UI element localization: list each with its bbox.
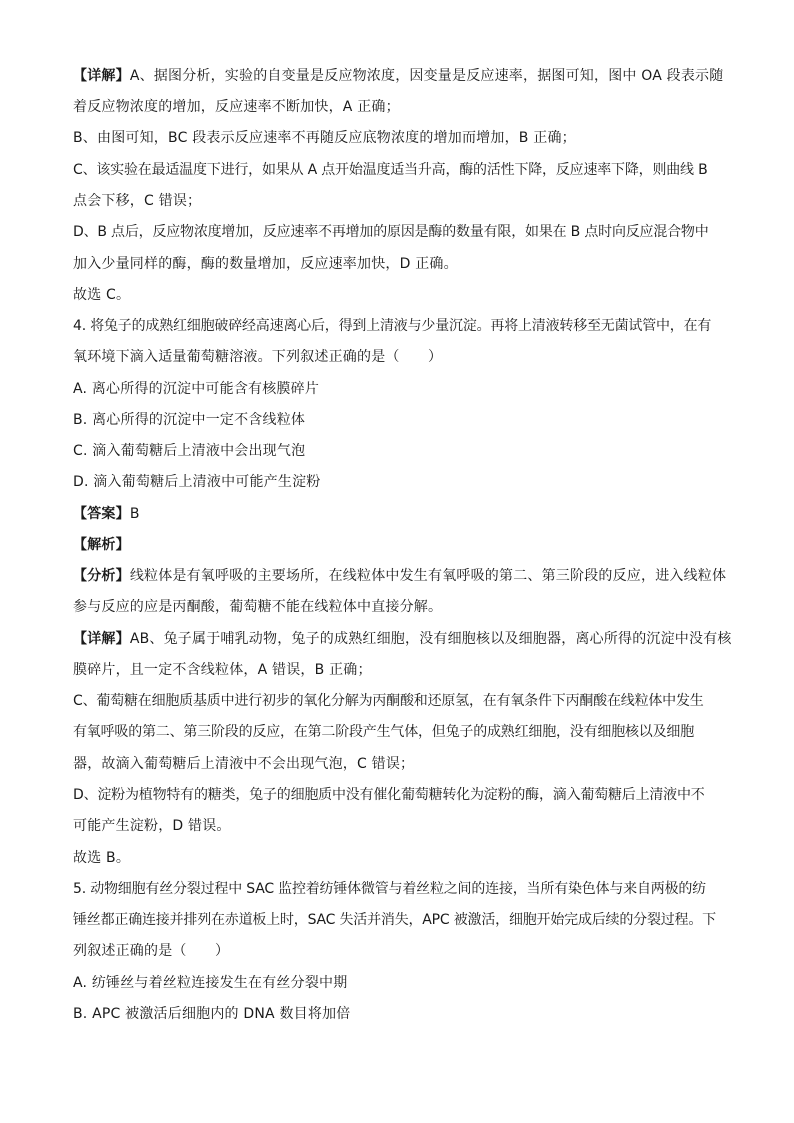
question-4-option-d: D. 滴入葡萄糖后上清液中可能产生淀粉 <box>73 474 321 490</box>
question-5-option-a: A. 纺锤丝与着丝粒连接发生在有丝分裂中期 <box>73 975 348 991</box>
text-line: D、淀粉为植物特有的糖类，兔子的细胞质中没有催化葡萄糖转化为淀粉的酶，滴入葡萄糖后上清液中不 <box>73 787 705 803</box>
question-4-stem: 4. 将兔子的成熟红细胞破碎经高速离心后，得到上清液与少量沉淀。再将上清液转移至无菌试管中，在有 <box>73 318 712 334</box>
answer-line <box>73 504 733 524</box>
conclusion-line: 故选 B。 <box>73 850 131 866</box>
text-line: 加入少量同样的酶，酶的数量增加，反应速率加快，D 正确。 <box>73 256 458 272</box>
question-5-option-b: B. APC 被激活后细胞内的 DNA 数目将加倍 <box>73 1006 351 1022</box>
text-line: D、B 点后，反应物浓度增加，反应速率不再增加的原因是酶的数量有限，如果在 B 点时向反应混合物中 <box>73 224 709 240</box>
text-line: 器，故滴入葡萄糖后上清液中不会出现气泡，C 错误； <box>73 756 415 772</box>
question-4-stem: 氧环境下滴入适量葡萄糖溶液。下列叙述正确的是（ ） <box>73 349 443 365</box>
text-line: 着反应物浓度的增加，反应速率不断加快，A 正确； <box>73 99 400 115</box>
conclusion-line: 故选 C。 <box>73 287 131 303</box>
text-line: 参与反应的应是丙酮酸，葡萄糖不能在线粒体中直接分解。 <box>73 599 443 615</box>
text-line: 可能产生淀粉，D 错误。 <box>73 818 231 834</box>
text-line: C、该实验在最适温度下进行，如果从 A 点开始温度适当升高，酶的活性下降，反应速率下降，则曲线 B <box>73 162 708 178</box>
detail-line: 【详解】A、据图分析，实验的自变量是反应物浓度，因变量是反应速率，据图可知，图中 OA 段表示随 <box>73 68 724 84</box>
analysis-header: 【解析】 <box>73 537 130 553</box>
question-5-stem: 列叙述正确的是（ ） <box>73 943 230 959</box>
text-line: 膜碎片，且一定不含线粒体，A 错误，B 正确； <box>73 662 372 678</box>
question-4-option-c: C. 滴入葡萄糖后上清液中会出现气泡 <box>73 443 306 459</box>
answer-tag: 【答案】 <box>73 506 130 522</box>
analysis-line: 【分析】线粒体是有氧呼吸的主要场所，在线粒体中发生有氧呼吸的第二、第三阶段的反应，进入线粒体 <box>73 568 727 584</box>
question-5-stem: 5. 动物细胞有丝分裂过程中 SAC 监控着纺锤体微管与着丝粒之间的连接，当所有染色体与来自两极的纺 <box>73 881 706 897</box>
text-line: 有氧呼吸的第二、第三阶段的反应，在第二阶段产生气体，但兔子的成熟红细胞，没有细胞核以及细胞 <box>73 724 694 740</box>
detail-tag: 【详解】 <box>73 68 130 84</box>
question-4-option-b: B. 离心所得的沉淀中一定不含线粒体 <box>73 412 306 428</box>
question-4-option-a: A. 离心所得的沉淀中可能含有核膜碎片 <box>73 381 320 397</box>
text-line: 点会下移，C 错误； <box>73 193 202 209</box>
detail-tag: 【详解】 <box>73 631 130 647</box>
answer-value: B <box>129 506 140 522</box>
analysis-tag: 【分析】 <box>73 568 130 584</box>
detail-line: 【详解】AB、兔子属于哺乳动物，兔子的成熟红细胞，没有细胞核以及细胞器，离心所得的沉淀中没有核 <box>73 631 732 647</box>
text-line: B、由图可知，BC 段表示反应速率不再随反应底物浓度的增加而增加，B 正确； <box>73 130 576 146</box>
text-line: C、葡萄糖在细胞质基质中进行初步的氧化分解为丙酮酸和还原氢，在有氧条件下丙酮酸在线粒体中发生 <box>73 693 704 709</box>
question-5-stem: 锤丝都正确连接并排列在赤道板上时，SAC 失活并消失，APC 被激活，细胞开始完成后续的分裂过程。下 <box>73 912 716 928</box>
